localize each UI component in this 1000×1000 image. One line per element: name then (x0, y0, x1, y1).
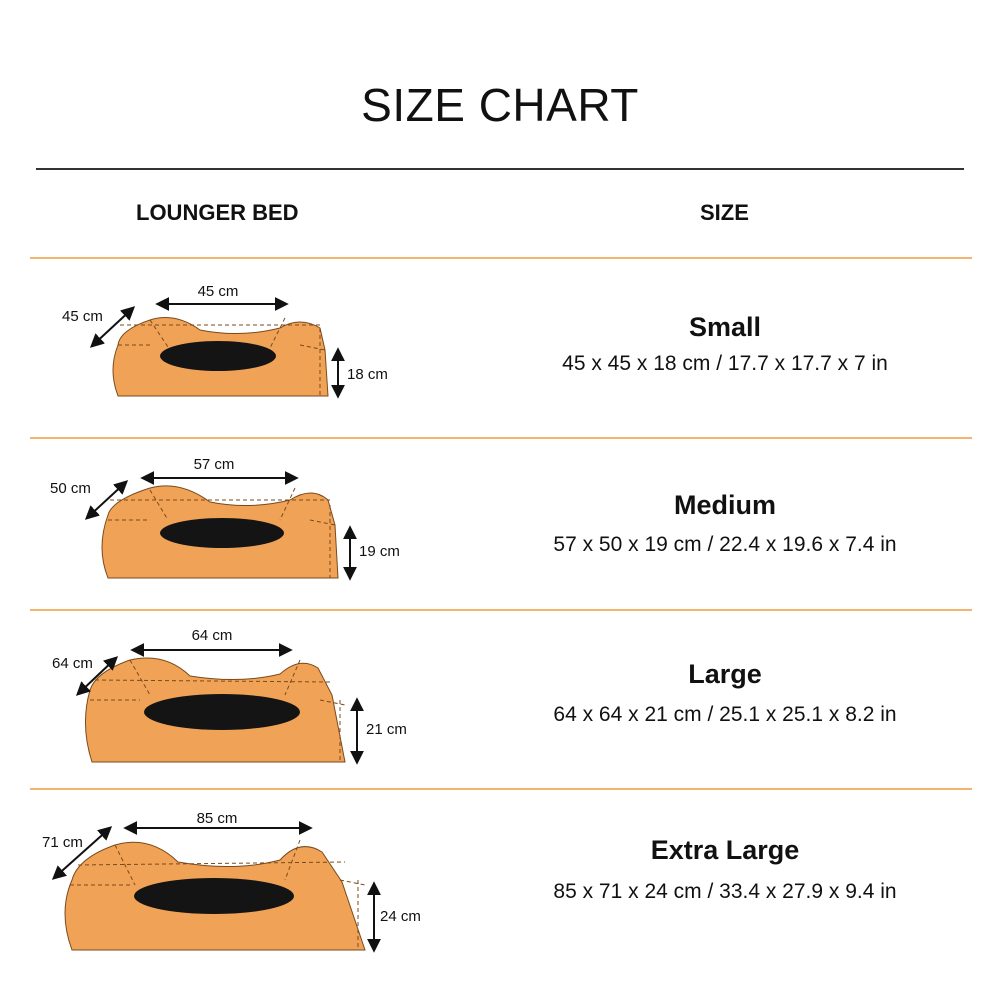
size-name-large: Large (688, 659, 762, 689)
bed-illustration-small (62, 283, 388, 396)
bed-illustration-medium (50, 456, 400, 578)
length-label: 57 cm (193, 456, 235, 473)
height-label: 21 cm (366, 721, 407, 738)
column-header-size: SIZE (700, 200, 749, 225)
size-dims-small: 45 x 45 x 18 cm / 17.7 x 17.7 x 7 in (562, 352, 888, 375)
bed-cushion (134, 878, 294, 914)
bed-illustration-large (52, 627, 407, 762)
size-name-small: Small (688, 312, 762, 342)
length-label: 45 cm (197, 283, 239, 300)
height-label: 18 cm (347, 366, 388, 383)
height-label: 24 cm (380, 908, 421, 925)
width-label: 64 cm (52, 655, 93, 672)
size-name-extra-large: Extra Large (650, 835, 800, 865)
size-dims-extra-large: 85 x 71 x 24 cm / 33.4 x 27.9 x 9.4 in (553, 880, 897, 903)
bed-cushion (160, 341, 276, 371)
page-title: SIZE CHART (361, 79, 639, 131)
height-label: 19 cm (359, 543, 400, 560)
column-header-lounger-bed: LOUNGER BED (136, 200, 299, 225)
bed-illustrations (0, 0, 480, 1000)
length-label: 85 cm (196, 810, 238, 827)
bed-cushion (160, 518, 284, 548)
size-name-medium: Medium (673, 490, 776, 520)
bed-cushion (144, 694, 300, 730)
width-label: 45 cm (62, 308, 103, 325)
size-dims-large: 64 x 64 x 21 cm / 25.1 x 25.1 x 8.2 in (553, 703, 897, 726)
width-label: 71 cm (42, 834, 83, 851)
width-label: 50 cm (50, 480, 91, 497)
bed-illustration-extra-large (42, 810, 421, 950)
length-label: 64 cm (191, 627, 233, 644)
size-dims-medium: 57 x 50 x 19 cm / 22.4 x 19.6 x 7.4 in (553, 533, 897, 556)
